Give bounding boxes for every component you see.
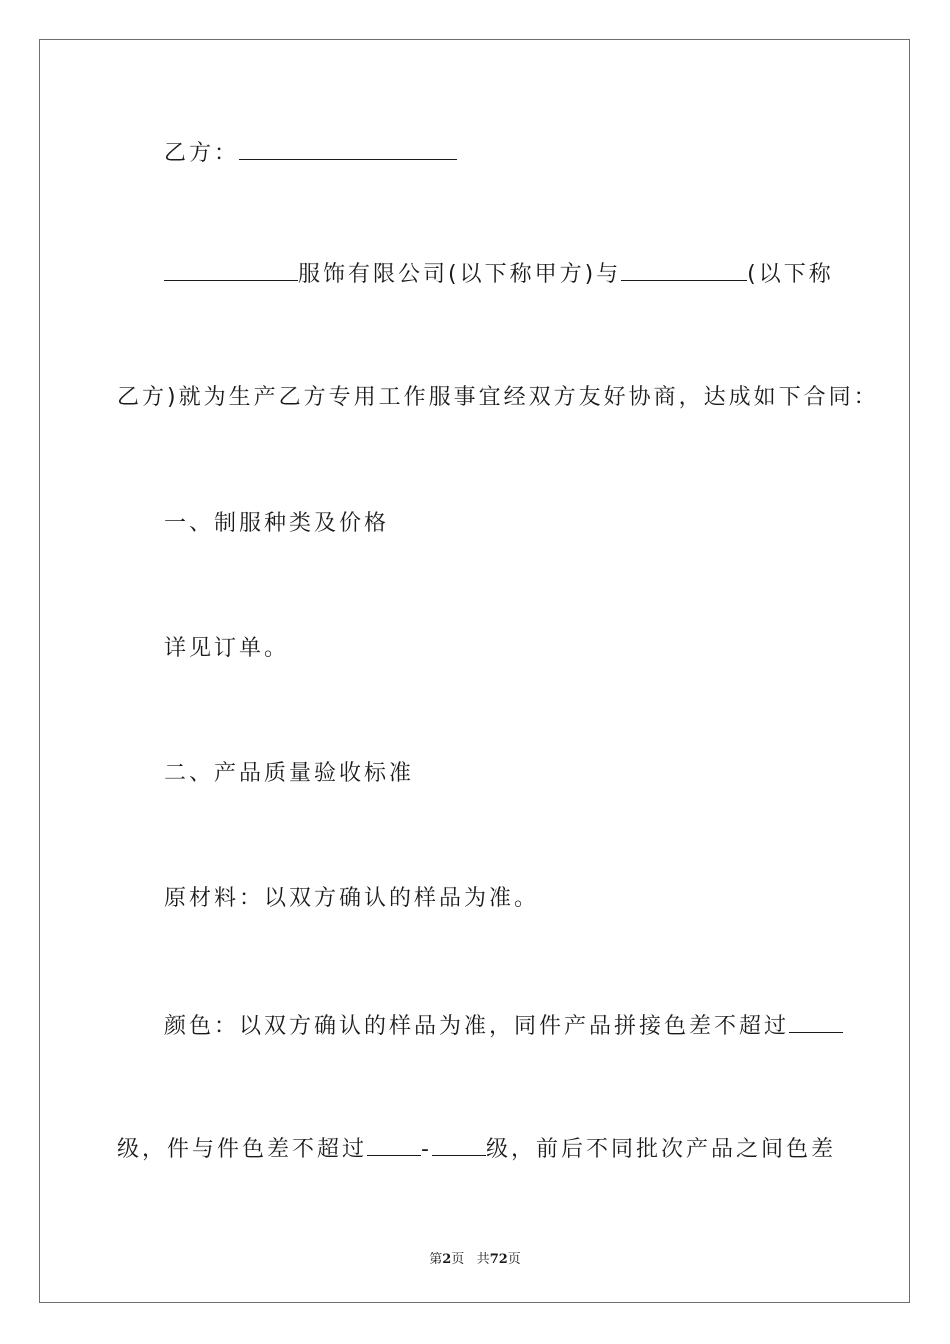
page-border xyxy=(39,39,910,1303)
raw-material-line: 原材料：以双方确认的样品为准。 xyxy=(164,886,540,911)
section2-heading: 二、产品质量验收标准 xyxy=(164,761,415,786)
party-b-blank xyxy=(239,137,457,160)
section1-heading: 一、制服种类及价格 xyxy=(164,511,390,536)
page-footer xyxy=(0,1248,950,1267)
party-b-label: 乙方： xyxy=(164,141,240,166)
page-number: 2 xyxy=(442,1252,452,1267)
color-line2-b: 级，前后不同批次产品之间色差 xyxy=(485,1137,836,1162)
color-line1-text: 颜色：以双方确认的样品为准，同件产品拼接色差不超过 xyxy=(164,1014,790,1039)
color-diff-blank-3 xyxy=(432,1133,486,1156)
section1-body: 详见订单。 xyxy=(164,636,290,661)
company-blank xyxy=(164,258,298,281)
color-diff-blank-1 xyxy=(789,1010,843,1033)
color-line-2 xyxy=(117,1133,836,1165)
total-suffix: 页 xyxy=(507,1252,521,1267)
party-b-name-blank xyxy=(621,258,747,281)
intro-line1-mid: 服饰有限公司(以下称甲方)与 xyxy=(298,262,622,287)
page-prefix: 第 xyxy=(429,1252,443,1267)
color-line2-a: 级，件与件色差不超过 xyxy=(117,1137,368,1162)
color-line2-dash: - xyxy=(421,1137,432,1162)
total-prefix: 共 xyxy=(476,1252,490,1267)
intro-line-1 xyxy=(164,258,834,290)
color-diff-blank-2 xyxy=(367,1133,421,1156)
party-b-line xyxy=(164,137,457,169)
total-pages: 72 xyxy=(489,1252,508,1267)
color-line-1 xyxy=(164,1010,843,1042)
intro-line-2: 乙方)就为生产乙方专用工作服事宜经双方友好协商，达成如下合同： xyxy=(117,385,879,410)
page-suffix: 页 xyxy=(451,1252,465,1267)
intro-line1-end: (以下称 xyxy=(747,262,834,287)
